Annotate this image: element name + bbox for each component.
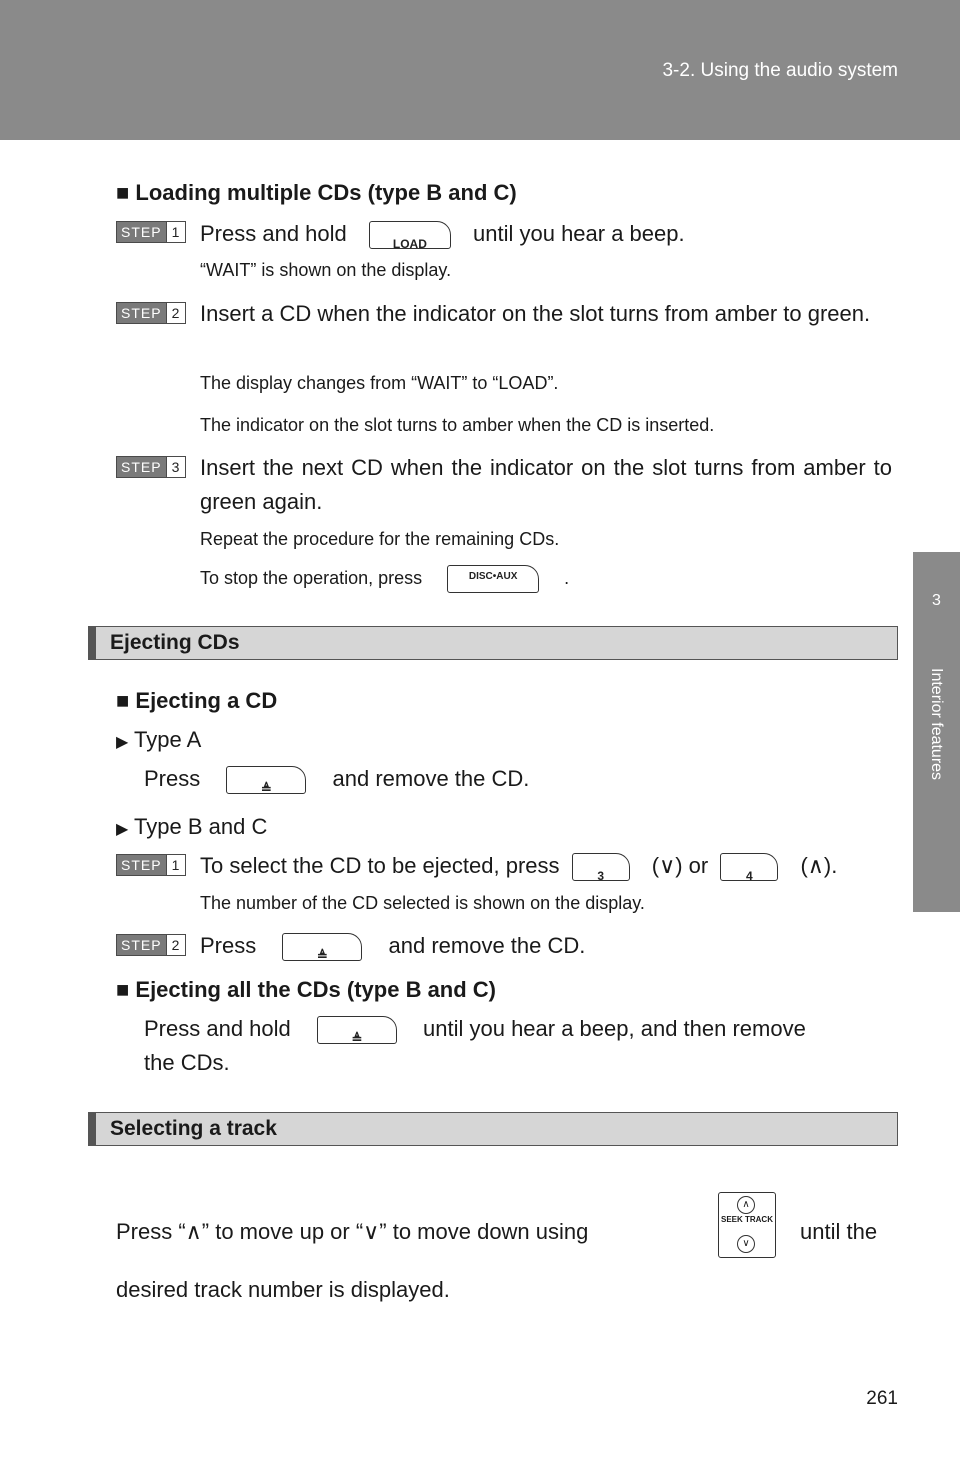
eject-all-line1 bbox=[144, 1012, 892, 1046]
selecting-line2: desired track number is displayed. bbox=[116, 1277, 450, 1302]
type-label: Type B and C bbox=[134, 814, 268, 839]
type-a-instruction bbox=[144, 762, 529, 796]
section-title: Selecting a track bbox=[110, 1117, 277, 1140]
load-button-label: LOAD bbox=[392, 237, 427, 252]
eject-all-line2: the CDs. bbox=[144, 1050, 230, 1075]
step-text: (∨) or bbox=[651, 853, 709, 878]
step-number: 2 bbox=[166, 303, 185, 323]
side-tab-number: 3 bbox=[932, 592, 941, 609]
note-text: To stop the operation, press bbox=[200, 567, 423, 588]
loading-heading: ■ Loading multiple CDs (type B and C) bbox=[116, 180, 517, 205]
header-title: 3-2. Using the audio system bbox=[662, 60, 898, 81]
loading-step2-note2: The indicator on the slot turns to amber when the CD is inserted. bbox=[200, 415, 715, 435]
step-word: STEP bbox=[121, 459, 162, 475]
preset-4-label: 4 bbox=[746, 869, 753, 884]
disc-aux-button[interactable] bbox=[447, 565, 539, 593]
type-label: Type A bbox=[134, 727, 202, 752]
instruction-text: Press bbox=[144, 766, 201, 791]
side-tab-label: Interior features bbox=[928, 668, 945, 781]
step-number: 3 bbox=[166, 457, 185, 477]
disc-aux-button-label: DISC•AUX bbox=[468, 571, 518, 582]
loading-step2-note1: The display changes from “WAIT” to “LOAD”. bbox=[200, 373, 559, 393]
eject-icon: ≜ bbox=[351, 1031, 363, 1047]
loading-step1-note: “WAIT” is shown on the display. bbox=[200, 260, 452, 280]
step-text: Press bbox=[200, 933, 257, 958]
loading-step3-note2 bbox=[200, 565, 569, 593]
page-number: 261 bbox=[866, 1388, 898, 1409]
type-bc-line bbox=[116, 810, 267, 847]
step-word: STEP bbox=[121, 224, 162, 240]
step-text: until you hear a beep. bbox=[473, 221, 685, 246]
section-bar-ejecting bbox=[88, 626, 898, 660]
step-word: STEP bbox=[121, 937, 162, 953]
load-button[interactable] bbox=[369, 221, 451, 252]
note-text: . bbox=[564, 567, 570, 588]
eject-step2-line bbox=[200, 929, 585, 963]
eject-button[interactable] bbox=[226, 766, 306, 797]
loading-step3-note1: Repeat the procedure for the remaining CDs. bbox=[200, 529, 560, 549]
ejecting-sub1: ■ Ejecting a CD bbox=[116, 688, 278, 713]
step-badge bbox=[116, 221, 186, 243]
loading-step1-line bbox=[200, 217, 685, 251]
step-badge bbox=[116, 456, 186, 478]
eject-button[interactable] bbox=[282, 933, 362, 964]
loading-step3-text: Insert the next CD when the indicator on the slot turns from amber to green again. bbox=[200, 455, 892, 514]
eject-icon: ≜ bbox=[260, 781, 272, 797]
step-text: To select the CD to be ejected, press bbox=[200, 853, 560, 878]
eject-icon: ≜ bbox=[316, 948, 328, 964]
preset-3-label: 3 bbox=[597, 869, 604, 884]
eject-step1-note: The number of the CD selected is shown on the display. bbox=[200, 893, 645, 913]
eject-button[interactable] bbox=[317, 1016, 397, 1047]
step-badge bbox=[116, 854, 186, 876]
step-word: STEP bbox=[121, 305, 162, 321]
loading-step2-text: Insert a CD when the indicator on the slot turns from amber to green. bbox=[200, 301, 871, 326]
step-number: 1 bbox=[166, 222, 185, 242]
seek-track-button[interactable] bbox=[718, 1192, 776, 1258]
preset-4-button[interactable] bbox=[720, 853, 778, 884]
selecting-line1-end: until the bbox=[800, 1219, 878, 1244]
instruction-text: Press and hold bbox=[144, 1016, 291, 1041]
step-badge bbox=[116, 302, 186, 324]
type-a-line bbox=[116, 723, 201, 760]
pointer-arrow-icon: ▶ bbox=[116, 821, 129, 838]
step-number: 2 bbox=[166, 935, 185, 955]
ejecting-sub2: ■ Ejecting all the CDs (type B and C) bbox=[116, 977, 497, 1002]
preset-3-button[interactable] bbox=[572, 853, 630, 884]
step-text: Press and hold bbox=[200, 221, 347, 246]
selecting-line1 bbox=[116, 1215, 588, 1249]
step-text: and remove the CD. bbox=[388, 933, 586, 958]
section-title: Ejecting CDs bbox=[110, 631, 240, 654]
seek-up-icon[interactable]: ∧ bbox=[737, 1196, 755, 1214]
step-word: STEP bbox=[121, 857, 162, 873]
instruction-text: until you hear a beep, and then remove bbox=[423, 1016, 806, 1041]
step-number: 1 bbox=[166, 855, 185, 875]
seek-down-icon[interactable]: ∨ bbox=[737, 1235, 755, 1253]
pointer-arrow-icon: ▶ bbox=[116, 734, 129, 751]
instruction-text: Press “∧” to move up or “∨” to move down using bbox=[116, 1219, 589, 1244]
seek-track-label: SEEK TRACK bbox=[720, 1215, 773, 1224]
section-bar-selecting bbox=[88, 1112, 898, 1146]
instruction-text: and remove the CD. bbox=[332, 766, 530, 791]
step-text: (∧). bbox=[800, 853, 838, 878]
eject-step1-line bbox=[200, 849, 837, 883]
step-badge bbox=[116, 934, 186, 956]
